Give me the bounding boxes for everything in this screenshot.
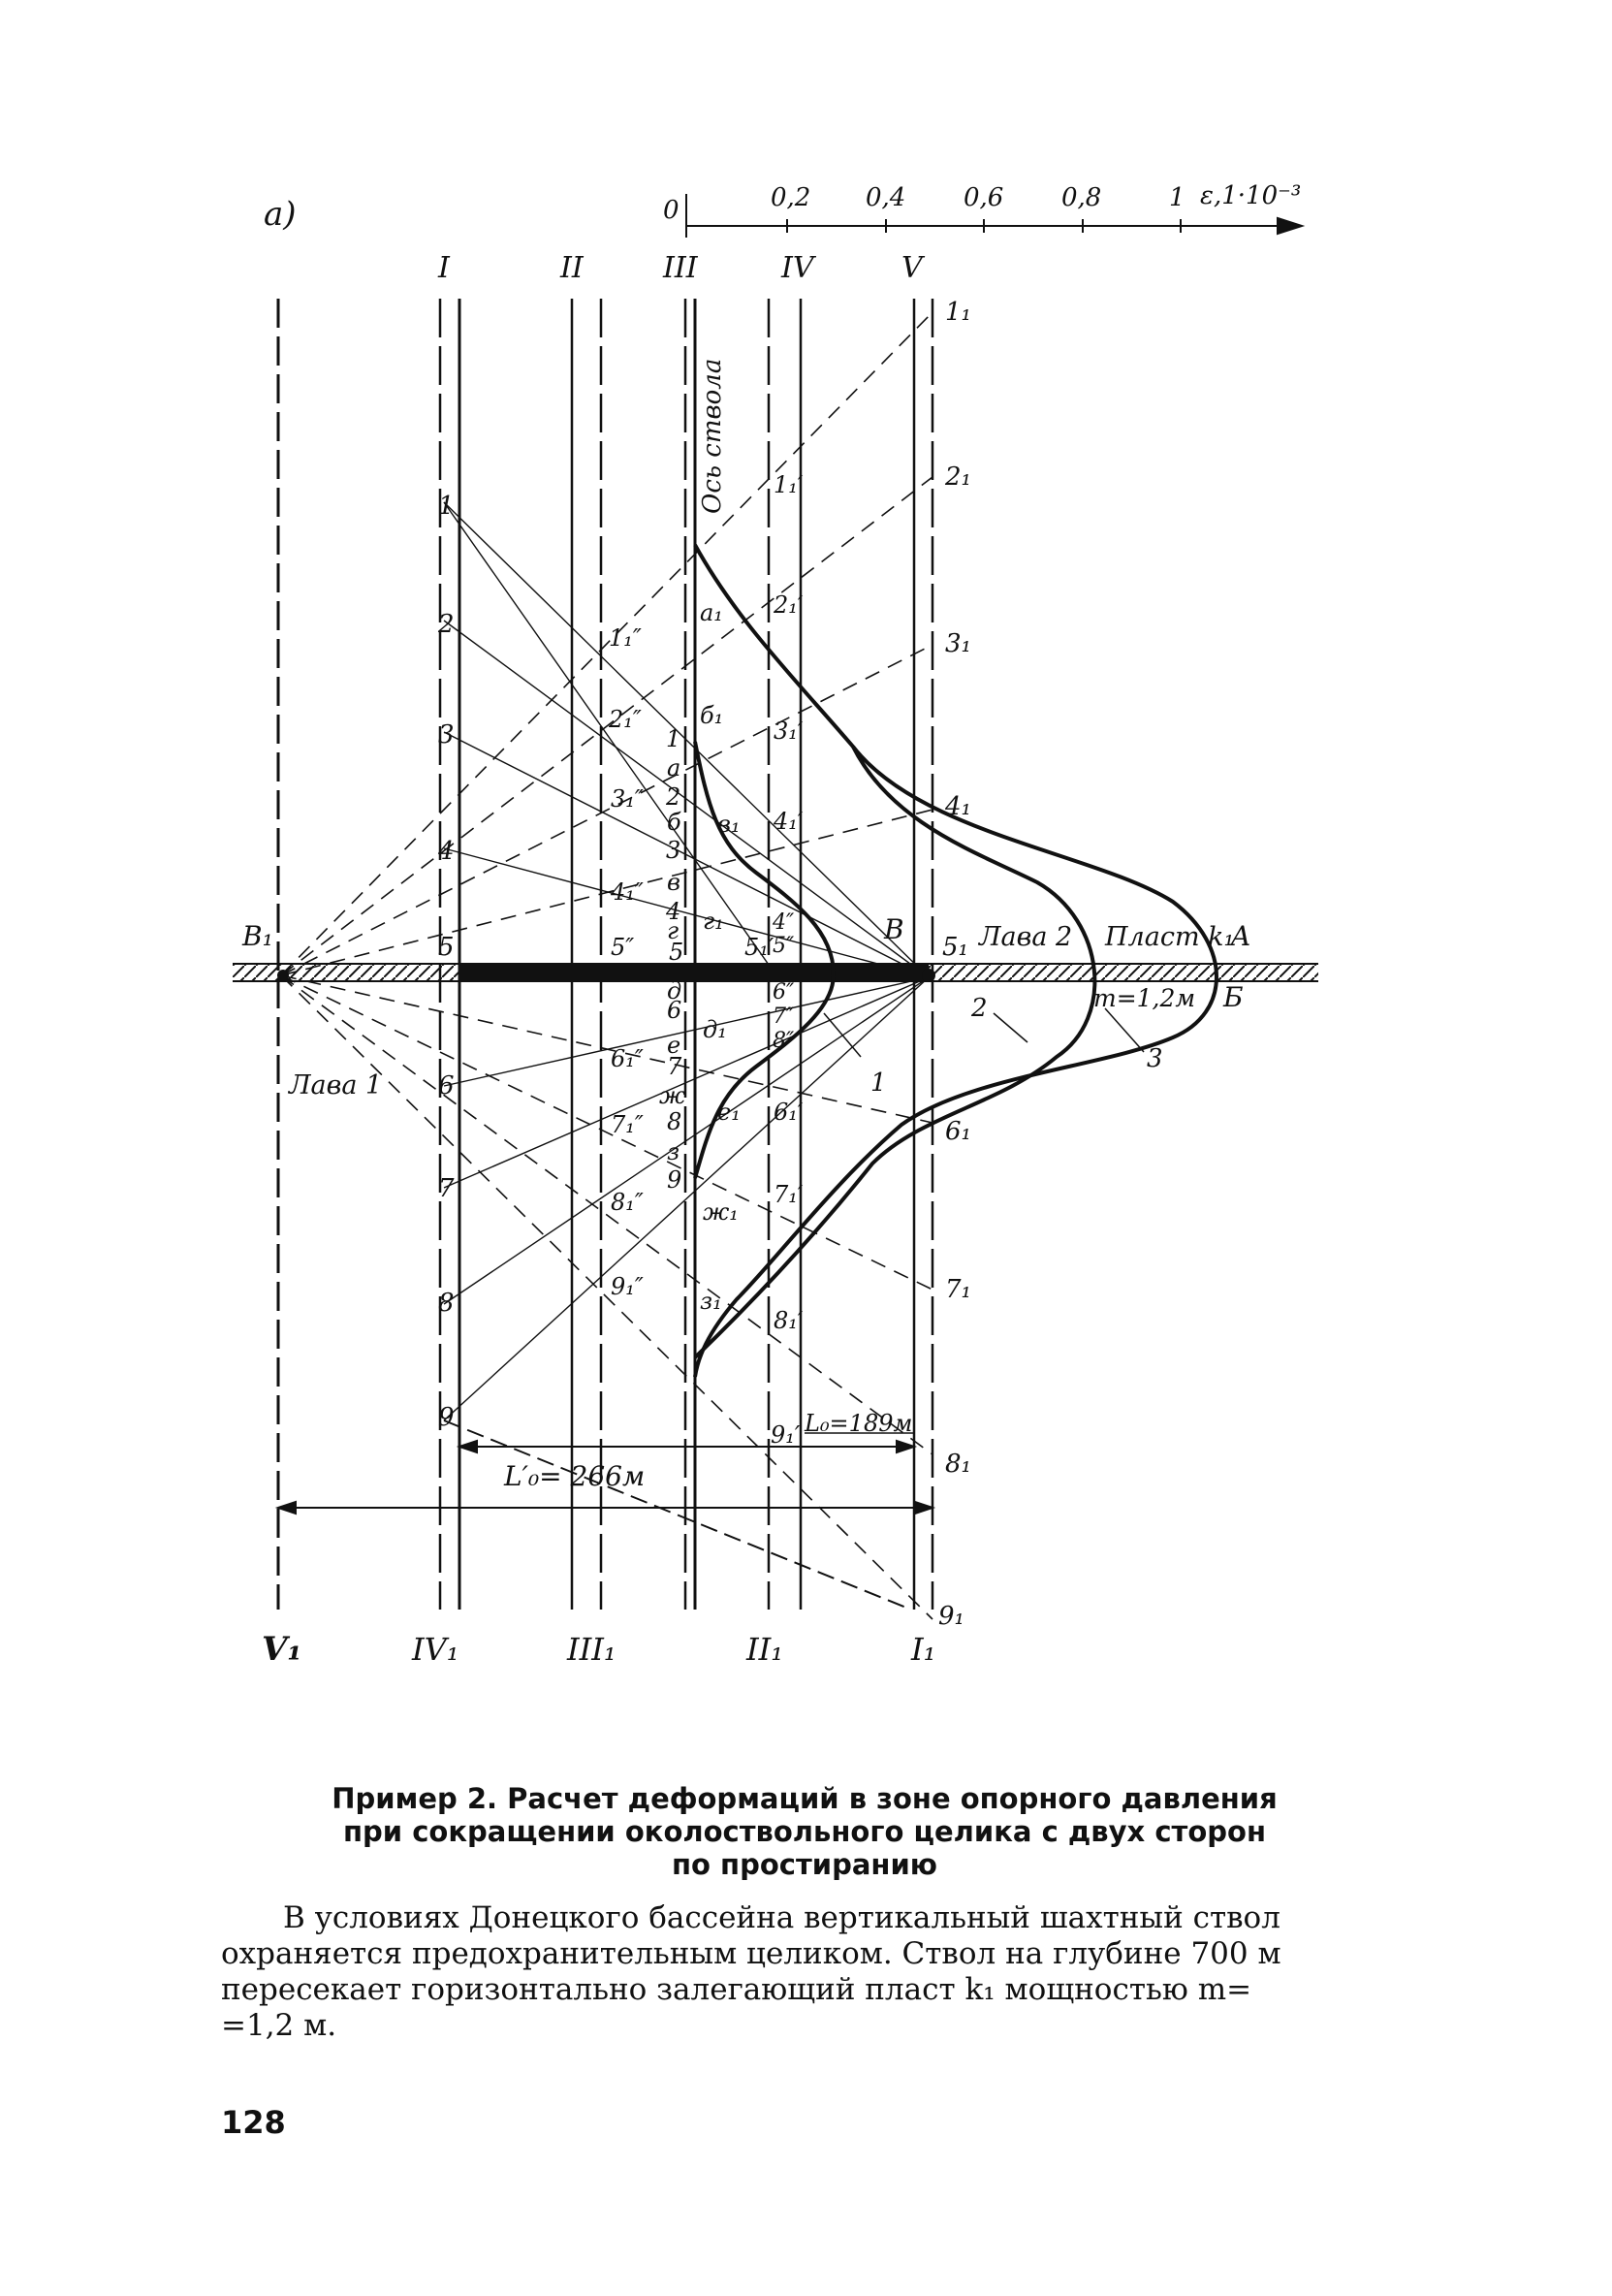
point-B1-marker [277, 970, 289, 981]
c-let-v: в [667, 869, 680, 896]
left-num-4: 4 [438, 837, 455, 866]
figure-caption [291, 1782, 1318, 1881]
left-num-8: 8 [438, 1289, 455, 1318]
c-let-a: а [667, 754, 681, 781]
dp-label-9: 9₁″ [611, 1273, 644, 1300]
point-B1: B₁ [242, 920, 273, 952]
line-label-II: II [560, 251, 584, 285]
L0p-label: L′₀= 266м [504, 1460, 646, 1492]
mid-8: 8″ [773, 1029, 795, 1053]
c-num-6: 6 [667, 997, 682, 1024]
right-num-3: 3₁ [945, 629, 971, 658]
curve-3-label: 3 [1147, 1044, 1163, 1073]
line-label-I: I [438, 251, 450, 285]
c-let-b: б [667, 809, 681, 836]
dp-label-2: 2₁″ [609, 706, 642, 733]
c-let-zh: ж [659, 1082, 686, 1109]
page-number: 128 [221, 2104, 286, 2141]
strain-unit: ε,1·10⁻³ [1200, 181, 1302, 210]
mid-5: 5″ [773, 934, 795, 958]
c-let-d: д [667, 977, 682, 1004]
dp-label-5: 5″ [611, 934, 635, 961]
strain-tick-0-4: 0,4 [866, 183, 906, 212]
mid-6: 6″ [773, 980, 795, 1004]
left-num-2: 2 [438, 610, 455, 639]
bottom-label-III1: III₁ [567, 1631, 616, 1668]
left-num-5: 5 [438, 933, 455, 962]
dp-label-1: 1₁″ [609, 624, 642, 652]
mid-7: 7″ [773, 1004, 795, 1029]
mid-labels [772, 910, 795, 1053]
strain-tick-0-6: 0,6 [964, 183, 1004, 212]
right-num-9: 9₁ [938, 1602, 964, 1631]
cl-d1: д₁ [703, 1016, 727, 1043]
p-label-4: 4₁′ [774, 808, 804, 835]
left-num-7: 7 [438, 1174, 455, 1203]
caption-line-3: по простиранию [672, 1848, 937, 1881]
c-num-4: 4 [666, 898, 681, 925]
right-num-8: 8₁ [945, 1450, 971, 1479]
point-Б: Б [1223, 981, 1244, 1013]
c-num-3: 3 [666, 837, 681, 864]
bottom-label-V1: V₁ [262, 1630, 302, 1669]
line-label-IV: IV [781, 251, 814, 285]
body-paragraph [221, 1900, 1365, 2044]
point-B-marker [922, 969, 935, 982]
c-num-8: 8 [667, 1108, 682, 1135]
strain-tick-0-8: 0,8 [1061, 183, 1102, 212]
curve-letters [700, 599, 741, 1315]
para-line-2: охраняется предохранительным целиком. Ствол на глубине 700 м [221, 1936, 1281, 1971]
point-B: B [884, 913, 904, 945]
right-num-2: 2₁ [945, 462, 971, 492]
curve-2-label: 2 [971, 994, 988, 1023]
p-label-2: 2₁′ [774, 591, 804, 619]
thickness-label: m=1,2м [1093, 984, 1196, 1012]
shaft-axis-label: Ось ствола [698, 358, 727, 514]
mid-4: 4″ [773, 910, 795, 935]
bottom-label-II1: II₁ [746, 1631, 784, 1668]
bottom-label-IV1: IV₁ [412, 1631, 459, 1668]
left-num-6: 6 [438, 1071, 455, 1100]
left-numbers [437, 492, 455, 1432]
p-label-8: 8₁′ [774, 1307, 804, 1334]
dp-label-6: 6₁″ [611, 1045, 644, 1072]
curve-1-label: 1 [870, 1068, 887, 1098]
seam-label: Пласт k₁ [1105, 922, 1235, 952]
c-num-1: 1 [666, 725, 681, 752]
cl-zh1: ж₁ [703, 1198, 739, 1226]
dp-label-8: 8₁″ [611, 1189, 644, 1216]
double-prime-labels [608, 624, 644, 1300]
bottom-label-I1: I₁ [911, 1631, 936, 1668]
right-num-1: 1₁ [945, 298, 971, 327]
right-num-6: 6₁ [945, 1117, 971, 1146]
dp-label-7: 7₁″ [611, 1111, 644, 1138]
lava-1-label: Лава 1 [289, 1070, 383, 1100]
c-num-9: 9 [667, 1166, 682, 1194]
lava-2-label: Лава 2 [979, 922, 1073, 952]
c-let-z: з [667, 1138, 680, 1165]
cl-e1: е₁ [717, 1099, 741, 1126]
cl-g1: г₁ [703, 908, 724, 935]
c-let-g: г [667, 917, 680, 944]
p-label-6: 6₁′ [774, 1099, 804, 1126]
caption-line-2: при сокращении околоствольного целика с двух сторон [343, 1815, 1266, 1848]
right-num-5: 5₁ [942, 933, 968, 962]
p-label-7: 7₁′ [774, 1181, 804, 1208]
prime-labels [744, 471, 804, 1449]
p-label-3: 3₁′ [774, 718, 804, 745]
p-label-9: 9₁′ [771, 1421, 801, 1449]
c-num-7: 7 [667, 1053, 682, 1080]
left-num-9: 9 [438, 1403, 455, 1432]
dp-label-4: 4₁″ [611, 878, 644, 906]
para-line-3: пересекает горизонтально залегающий пласт k₁ мощностью m= [221, 1972, 1252, 2007]
caption-line-1: Пример 2. Расчет деформаций в зоне опорного давления [332, 1782, 1278, 1815]
c-num-5: 5 [669, 939, 684, 966]
p-label-1: 1₁′ [774, 471, 804, 498]
dp-label-3: 3₁″ [611, 785, 644, 813]
strain-tick-1: 1 [1169, 183, 1185, 212]
para-line-1: В условиях Донецкого бассейна вертикальный шахтный ствол [283, 1900, 1280, 1935]
line-label-III: III [663, 251, 698, 285]
c-num-2: 2 [666, 783, 681, 811]
cl-z1: з₁ [700, 1288, 722, 1315]
c-let-e: е [667, 1032, 681, 1059]
line-label-V: V [901, 251, 923, 285]
para-line-4: =1,2 м. [221, 2008, 337, 2043]
coal-seam [233, 964, 1318, 981]
cl-b1: б₁ [700, 702, 724, 729]
cl-a1: а₁ [700, 599, 723, 626]
right-num-4: 4₁ [945, 792, 971, 821]
left-num-1: 1 [438, 492, 455, 521]
cl-v1: в₁ [717, 811, 741, 838]
panel-letter: а) [264, 195, 297, 234]
left-num-3: 3 [438, 720, 455, 749]
L0-label: L₀=189м [805, 1410, 913, 1437]
strain-tick-0-2: 0,2 [771, 183, 811, 212]
point-A: A [1231, 920, 1251, 952]
strain-tick-0: 0 [663, 196, 680, 225]
right-num-7: 7₁ [945, 1275, 971, 1304]
p-label-5: 5₁′ [744, 934, 774, 961]
